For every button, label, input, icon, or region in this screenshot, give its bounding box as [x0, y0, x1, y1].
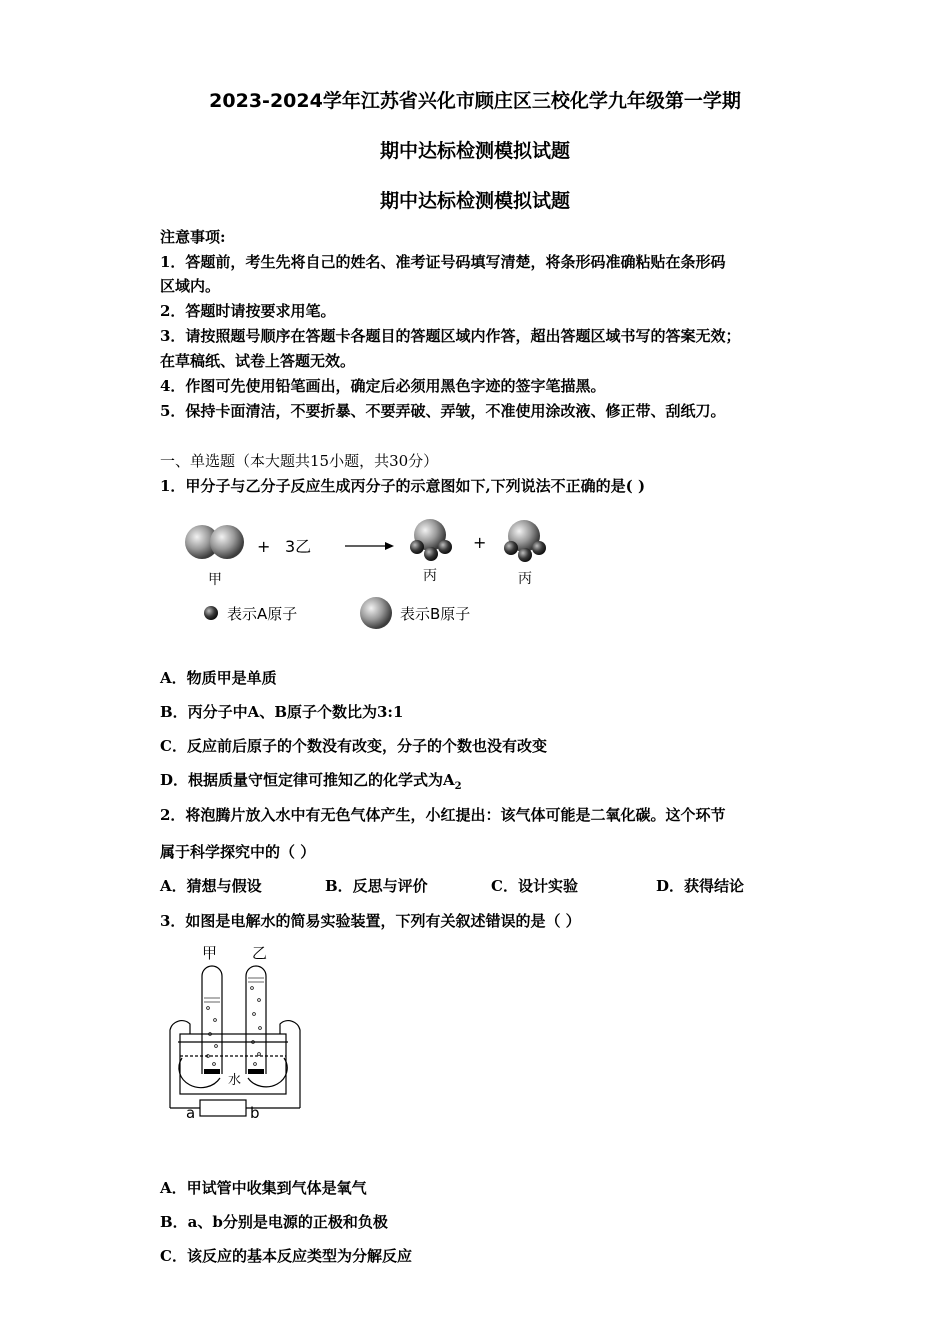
notice-item: 2．答题时请按要求用笔。	[160, 302, 336, 320]
q1-option-b: B．丙分子中A、B原子个数比为3:1	[160, 703, 404, 721]
q2-option-a: A．猜想与假设	[160, 877, 262, 895]
title-line-3: 期中达标检测模拟试题	[379, 190, 570, 212]
q1-option-d-text: D．根据质量守恒定律可推知乙的化学式为A	[160, 771, 455, 789]
arrow-icon	[345, 542, 394, 550]
notice-item: 区域内。	[160, 277, 221, 295]
q1-option-d	[160, 770, 462, 790]
q3-option-c: C．该反应的基本反应类型为分解反应	[160, 1247, 412, 1265]
notice-item: 4．作图可先使用铅笔画出，确定后必须用黑色字迹的签字笔描黑。	[160, 377, 606, 395]
atom-b-legend-icon	[360, 597, 392, 629]
legend-b: 表示B原子	[400, 605, 471, 623]
q3-option-a: A．甲试管中收集到气体是氧气	[160, 1179, 367, 1197]
notice-heading: 注意事项:	[160, 228, 226, 246]
section-heading: 一、单选题（本大题共15小题，共30分）	[160, 452, 439, 470]
title-line-2: 期中达标检测模拟试题	[379, 140, 570, 162]
title-line-1: 2023-2024学年江苏省兴化市顾庄区三校化学九年级第一学期	[209, 90, 741, 112]
q1-option-c: C．反应前后原子的个数没有改变，分子的个数也没有改变	[160, 737, 547, 755]
q3-stem: 3．如图是电解水的简易实验装置，下列有关叙述错误的是（ ）	[160, 912, 581, 930]
atom-a-legend-icon	[204, 606, 218, 620]
tube-label-jia: 甲	[202, 944, 218, 962]
electrode-b-label: b	[250, 1104, 260, 1122]
q1-stem: 1．甲分子与乙分子反应生成丙分子的示意图如下,下列说法不正确的是( )	[160, 477, 646, 495]
plus-sign-1: +	[257, 537, 271, 556]
electrode-a-label: a	[186, 1104, 196, 1122]
notice-item: 在草稿纸、试卷上答题无效。	[160, 352, 356, 370]
label-bing-1: 丙	[423, 568, 437, 584]
label-jia: 甲	[208, 572, 222, 588]
molecule-bing-2	[504, 520, 546, 562]
notice-item: 3．请按照题号顺序在答题卡各题目的答题区域内作答，超出答题区域书写的答案无效；	[160, 327, 741, 345]
tube-label-yi: 乙	[252, 944, 268, 962]
q3-option-b: B．a、b分别是电源的正极和负极	[160, 1213, 388, 1231]
q2-stem-line-2: 属于科学探究中的（ ）	[160, 843, 316, 861]
label-bing-2: 丙	[518, 571, 532, 587]
q2-option-d: D．获得结论	[656, 877, 745, 895]
notice-item: 5．保持卡面清洁，不要折暴、不要弄破、弄皱，不准使用涂改液、修正带、刮纸刀。	[160, 402, 726, 420]
plus-sign-2: +	[473, 533, 487, 552]
molecule-bing-1	[410, 519, 452, 561]
q1-option-a: A．物质甲是单质	[160, 669, 277, 687]
legend-a: 表示A原子	[227, 605, 298, 623]
q1-option-d-subscript: 2	[454, 781, 462, 792]
electrode-b-plate	[248, 1069, 264, 1074]
notice-item: 1．答题前，考生先将自己的姓名、准考证号码填写清楚，将条形码准确粘贴在条形码	[160, 253, 726, 271]
q2-option-b: B．反思与评价	[325, 877, 428, 895]
q2-stem-line-1: 2．将泡腾片放入水中有无色气体产生，小红提出：该气体可能是二氧化碳。这个环节	[160, 806, 726, 824]
q2-option-c: C．设计实验	[491, 877, 578, 895]
q1-reaction-figure	[175, 510, 575, 635]
yi-term: 3乙	[285, 537, 312, 556]
water-label: 水	[228, 1073, 242, 1088]
q3-electrolysis-figure	[160, 938, 310, 1138]
molecule-jia	[185, 525, 244, 559]
electrode-a-plate	[204, 1069, 220, 1074]
